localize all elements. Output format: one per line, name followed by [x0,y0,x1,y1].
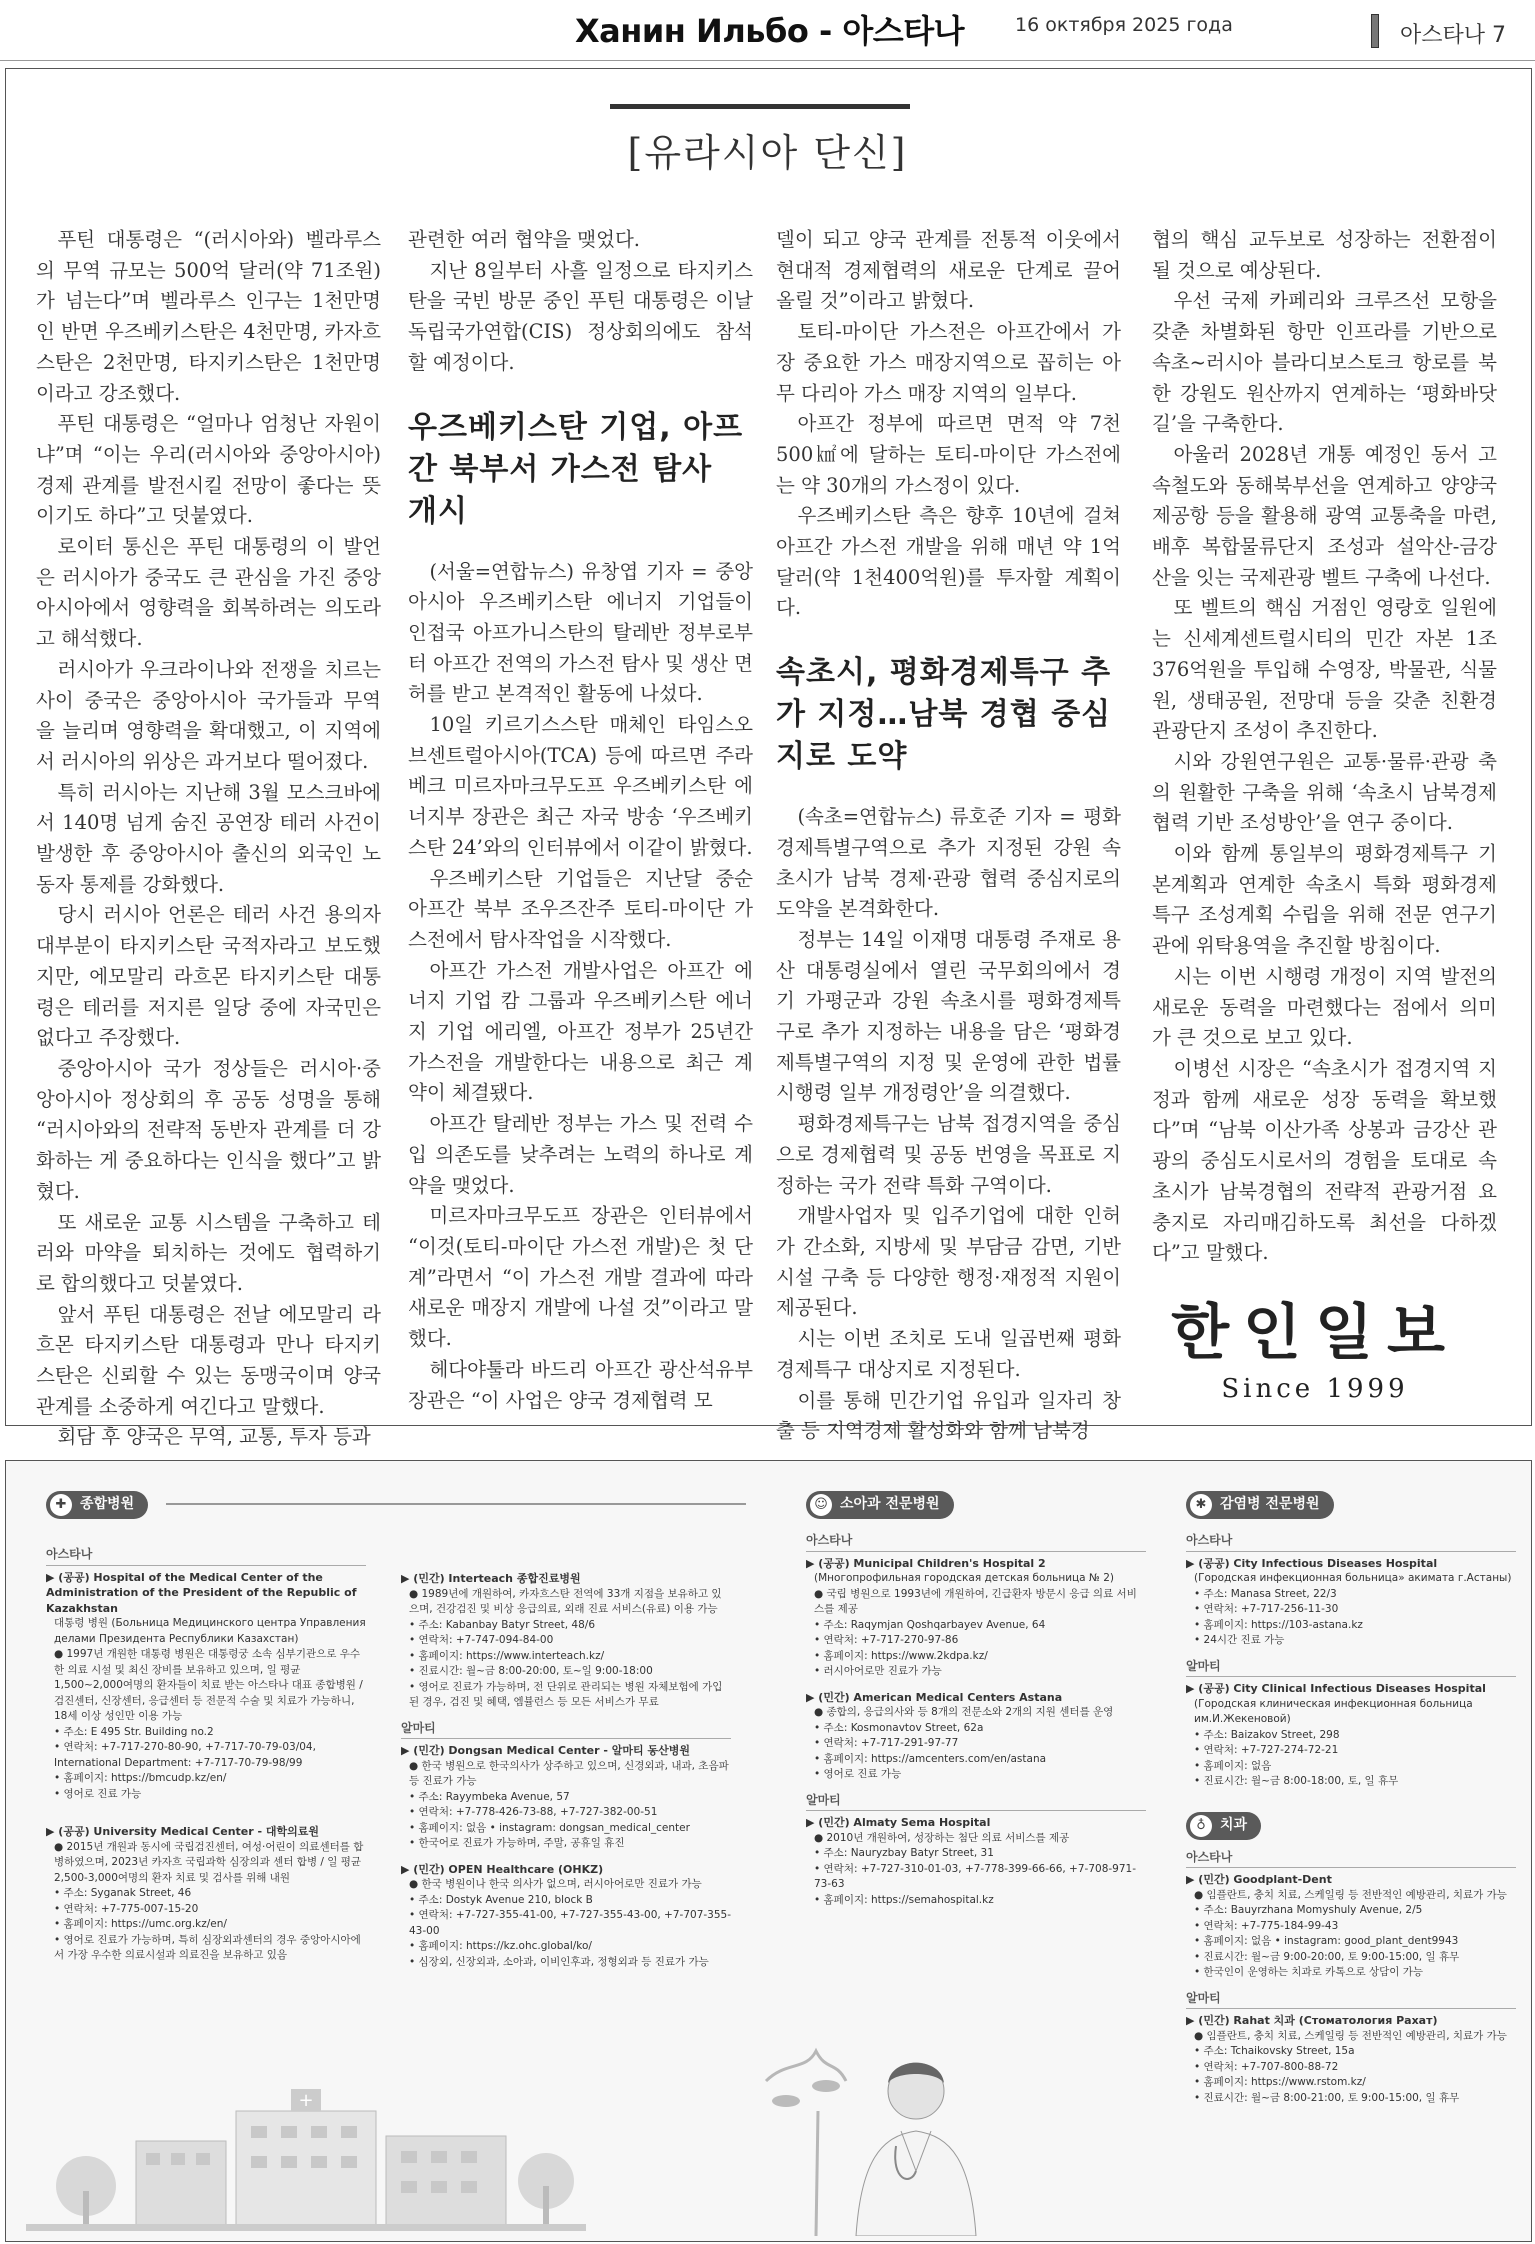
paragraph: 이를 통해 민간기업 유입과 일자리 창출 등 지역경제 활성화와 함께 남북경 [776,1388,1121,1443]
paragraph: 우즈베키스탄 기업들은 지난달 중순 아프간 북부 조우즈잔주 토티-마이단 가스전에서 탐사작업을 시작했다. [408,866,753,951]
virus-icon: ✱ [1190,1494,1212,1516]
svg-text:+: + [298,2090,314,2111]
paragraph: 러시아가 우크라이나와 전쟁을 치르는 사이 중국은 중앙아시아 국가들과 무역을 늘리며 영향력을 확대했고, 이 지역에서 러시아의 위상은 과거보다 떨어졌다. [36,657,381,773]
paragraph: 푸틴 대통령은 “(러시아와) 벨라루스의 무역 규모는 500억 달러(약 71조원)가 넘는다”며 벨라루스 인구는 1천만명인 반면 우즈베키스탄은 4천만명, 카자흐스탄은 2천만명, 타지키스탄은 1천만명이라고 강조했다. [36,228,381,405]
header-divider [0,60,1535,61]
city-heading: 알마티 [1186,1991,1516,2010]
child-icon: ☺ [810,1494,832,1516]
article-column-2 [408,225,753,1416]
divider-line [166,1503,746,1505]
city-heading: 알마티 [401,1721,731,1740]
city-heading: 아스타나 [46,1547,366,1566]
pediatric-hospital-label: ☺ 소아과 전문병원 [806,1491,954,1519]
paragraph: (서울=연합뉴스) 유창엽 기자 = 중앙아시아 우즈베키스탄 에너지 기업들이 인접국 아프가니스탄의 탈레반 정부로부터 아프간 전역의 가스전 탐사 및 생산 면허를 받고 본격적인 활동에 나섰다. [408,559,753,706]
paragraph: 개발사업자 및 입주기업에 대한 인허가 간소화, 지방세 및 부담금 감면, 기반 시설 구축 등 다양한 행정·재정적 지원이 제공된다. [776,1204,1121,1320]
city-heading: 알마티 [1186,1659,1516,1678]
paragraph: 로이터 통신은 푸틴 대통령의 이 발언은 러시아가 중국도 큰 관심을 가진 중앙아시아에서 영향력을 회복하려는 의도라고 해석했다. [36,535,381,651]
article-column-3 [776,225,1121,1447]
hospital-entry: ▶ (민간) Almaty Sema Hospital ● 2010년 개원하여, 성장하는 첨단 의료 서비스를 제공 • 주소: Nauryzbay Batyr Street, 31 • 연락처: +7-727-310-01-03, +7-778-399-66-66, +7-708-971-73-63 • 홈페이지: https://semahospital.kz [806,1816,1136,1906]
infectious-hospital-label: ✱ 감염병 전문병원 [1186,1491,1334,1519]
paragraph: 협의 핵심 교두보로 성장하는 전환점이 될 것으로 예상된다. [1152,228,1497,282]
infectious-dental-col [1186,1491,1516,2116]
paragraph: 특히 러시아는 지난해 3월 모스크바에서 140명 넘게 숨진 공연장 테러 사건이 발생한 후 중앙아시아 출신의 외국인 노동자 통제를 강화했다. [36,780,381,896]
paragraph: 아프간 탈레반 정부는 가스 및 전력 수입 의존도를 낮추려는 노력의 하나로 계약을 맺었다. [408,1112,753,1197]
hospital-buildings-illustration [26,2081,586,2231]
newspaper-logo [1170,1298,1460,1418]
paragraph: 정부는 14일 이재명 대통령 주재로 용산 대통령실에서 열린 국무회의에서 경기 가평군과 강원 속초시를 평화경제특구로 추가 지정하는 내용을 담은 ‘평화경제특별구역의 지정 및 운영에 관한 법률 시행령 일부 개정령안’을 의결했다. [776,927,1121,1105]
article-column-4 [1152,225,1497,1269]
issue-date: 16 октября 2025 года [1015,14,1233,36]
paragraph: 10일 키르기스스탄 매체인 타임스오브센트럴아시아(TCA) 등에 따르면 주라베크 미르자마크무도프 우즈베키스탄 에너지부 장관은 최근 자국 방송 ‘우즈베키스탄 24’와의 인터뷰에서 이같이 밝혔다. [408,713,753,859]
pediatric-hospitals-col [806,1491,1146,1918]
paragraph: 앞서 푸틴 대통령은 전날 에모말리 라흐몬 타지키스탄 대통령과 만나 타지키스탄은 신뢰할 수 있는 동맹국이며 양국 관계를 소중하게 여긴다고 말했다. [36,1302,381,1418]
paragraph: 시와 강원연구원은 교통·물류·관광 축의 원활한 구축을 위해 ‘속초시 남북경제협력 기반 조성방안’을 연구 중이다. [1152,749,1497,835]
paragraph: 당시 러시아 언론은 테러 사건 용의자 대부분이 타지키스탄 국적자라고 보도했지만, 에모말리 라흐몬 타지키스탄 대통령은 테러를 저지른 일당 중에 자국민은 없다고 주장했다. [36,903,381,1050]
article-column-1 [36,225,381,1453]
paragraph: 푸틴 대통령은 “얼마나 엄청난 자원이냐”며 “이는 우리(러시아와 중앙아시아) 경제 관계를 발전시킬 전망이 좋다는 뜻이기도 하다”고 덧붙였다. [36,412,381,528]
hospital-icon: ✚ [50,1494,72,1516]
paragraph: 토티-마이단 가스전은 아프간에서 가장 중요한 가스 매장지역으로 꼽히는 아무 다리아 가스 매장 지역의 일부다. [776,320,1121,405]
headline-uzbek-gas: 우즈베키스탄 기업, 아프간 북부서 가스전 탐사 개시 [408,409,744,529]
city-heading: 아스타나 [806,1533,1146,1552]
masthead [0,0,1535,66]
headline-sokcho: 속초시, 평화경제특구 추가 지정…남북 경협 중심지로 도약 [776,655,1112,775]
paragraph: 또 벨트의 핵심 거점인 영랑호 일원에는 신세계센트럴시티의 민간 자본 1조 376억원을 투입해 수영장, 박물관, 식물원, 생태공원, 전망대 등을 갖춘 친환경 관광단지 조성이 추진한다. [1152,596,1497,743]
dental-label: ♁ 치과 [1186,1812,1261,1840]
city-heading: 아스타나 [1186,1533,1516,1552]
paragraph: 미르자마크무도프 장관은 인터뷰에서 “이것(토티-마이단 가스전 개발)은 첫 단계”라면서 “이 가스전 개발 결과에 따라 새로운 매장지 개발에 나설 것”이라고 말했다. [408,1204,753,1351]
general-hospitals-col-2 [401,1571,731,1980]
hospital-entry: ▶ (민간) Interteach 종합진료병원 ● 1989년에 개원하여, 카자흐스탄 전역에 33개 지점을 보유하고 있으며, 건강검진 및 비상 응급의료, 외래 진료 서비스(유료) 이용 가능 • 주소: Kabanbay Batyr Street, 48/6 • 연락처: +7-747-094-84-00 • 홈페이지: https://www.interteach.kz/ • 진료시간: 월~금 8:00-20:00, 토~일 9:00-18:00 • 영어로 진료가 가능하며, 전 단위로 관리되는 병원 자체보험에 가입된 경우, 검진 및 혜택, 엠뷸런스 등 모든 서비스가 무료 [401,1572,723,1708]
paragraph: 델이 되고 양국 관계를 전통적 이웃에서 현대적 경제협력의 새로운 단계로 끌어올릴 것”이라고 밝혔다. [776,228,1121,313]
hospital-directory-ad [5,1460,1532,2242]
general-hospitals-col-1 [46,1491,366,1974]
general-hospital-label: ✚ 종합병원 [46,1491,148,1519]
paragraph: 지난 8일부터 사흘 일정으로 타지키스탄을 국빈 방문 중인 푸틴 대통령은 이날 독립국가연합(CIS) 정상회의에도 참석할 예정이다. [408,258,753,374]
paragraph: 아프간 가스전 개발사업은 아프간 에너지 기업 캄 그룹과 우즈베키스탄 에너지 기업 에리엘, 아프간 정부가 25년간 가스전을 개발한다는 내용으로 최근 계약이 체결됐다. [408,958,753,1105]
paragraph: 시는 이번 조치로 도내 일곱번째 평화경제특구 대상지로 지정된다. [776,1327,1121,1381]
logo-since: Since 1999 [1221,1374,1409,1404]
paragraph: (속초=연합뉴스) 류호준 기자 = 평화경제특별구역으로 추가 지정된 강원 속초시가 남북 경제·관광 협력 중심지로의 도약을 본격화한다. [776,805,1121,921]
hospital-entry: ▶ (민간) Dongsan Medical Center - 알마티 동산병원 ● 한국 병원으로 한국의사가 상주하고 있으며, 신경외과, 내과, 초음파 등 진료가 가능 • 주소: Rayymbeka Avenue, 57 • 연락처: +7-778-426-73-88, +7-727-382-00-51 • 홈페이지: 없음 • instagram: dongsan_medical_center • 한국어로 진료가 가능하며, 주말, 공휴일 휴진 [401,1744,729,1849]
newspaper-title: Ханин Ильбо - 아스타나 [575,12,965,50]
section-rule [610,104,910,109]
paragraph: 평화경제특구는 남북 접경지역을 중심으로 경제협력 및 공동 번영을 목표로 지정하는 국가 전략 특화 구역이다. [776,1112,1121,1197]
paragraph: 우선 국제 카페리와 크루즈선 모항을 갖춘 차별화된 항만 인프라를 기반으로 속초~러시아 블라디보스토크 항로를 북한 강원도 원산까지 연계하는 ‘평화바닷길’을 구축한다. [1152,289,1497,436]
paragraph: 중앙아시아 국가 정상들은 러시아·중앙아시아 정상회의 후 공동 성명을 통해 “러시아와의 전략적 동반자 관계를 더 강화하는 게 중요하다는 인식을 했다”고 밝혔다. [36,1056,381,1203]
clinic-entry: ▶ (민간) Rahat 치과 (Стоматология Рахат) ● 임플란트, 충치 치료, 스케일링 등 전반적인 예방관리, 치료가 가능 • 주소: Tchaikovsky Street, 15a • 연락처: +7-707-800-88-72 • 홈페이지: https://www.rstom.kz/ • 진료시간: 월~금 8:00-21:00, 토 9:00-15:00, 일 휴무 [1186,2014,1507,2104]
hospital-entry: ▶ (민간) OPEN Healthcare (OHKZ) ● 한국 병원이나 한국 의사가 없으며, 러시아어로만 진료가 가능 • 주소: Dostyk Avenue 210, block B • 연락처: +7-727-355-41-00, +7-727-355-43-00, +7-707-355-43-00 • 홈페이지: https://kz.ohc.global/ko/ • 심장외, 신장외과, 소아과, 이비인후과, 정형외과 등 진료가 가능 [401,1862,731,1968]
clinic-entry: ▶ (민간) Goodplant-Dent ● 임플란트, 충치 치료, 스케일링 등 전반적인 예방관리, 치료가 가능 • 주소: Bauyrzhana Momyshuly Avenue, 2/5 • 연락처: +7-775-184-99-43 • 홈페이지: 없음 • instagram: good_plant_dent9943 • 진료시간: 월~금 9:00-20:00, 토 9:00-15:00, 일 휴무 • 한국인이 운영하는 치과로 카톡으로 상담이 가능 [1186,1873,1507,1978]
tooth-icon: ♁ [1190,1815,1212,1837]
hospital-entry: ▶ (공공) City Infectious Diseases Hospital (Городская инфекционная больница» акимата г.Астаны) • 주소: Manasa Street, 22/3 • 연락처: +7-717-256-11-30 • 홈페이지: https://103-astana.kz • 24시간 진료 가능 [1186,1556,1512,1646]
page-section-number: 아스타나 7 [1400,23,1506,48]
paragraph: 이와 함께 통일부의 평화경제특구 기본계획과 연계한 속초시 특화 평화경제특구 조성계획 수립을 위해 전문 연구기관에 위탁용역을 추진할 방침이다. [1152,842,1497,958]
hospital-entry: ▶ (공공) Municipal Children's Hospital 2 (Многопрофильная городская детская больница № 2) ● 국립 병원으로 1993년에 개원하여, 긴급환자 방문시 응급 의료 서비스를 제공 • 주소: Raqymjan Qoshqarbayev Avenue, 64 • 연락처: +7-717-270-97-86 • 홈페이지: https://www.2kdpa.kz/ • 러시아어로만 진료가 가능 [806,1556,1137,1677]
paragraph: 아프간 정부에 따르면 면적 약 7천500㎢에 달하는 토티-마이단 가스전에는 약 30개의 가스정이 있다. [776,412,1121,497]
paragraph: 이병선 시장은 “속초시가 접경지역 지정과 함께 새로운 성장 동력을 확보했다”며 “남북 이산가족 상봉과 금강산 관광의 중심도시로서의 경험을 토대로 속초시가 남북경협의 전략적 관광거점 요충지로 자리매김하도록 최선을 다하겠다”고 말했다. [1152,1056,1497,1265]
paragraph: 관련한 여러 협약을 맺었다. [408,228,641,251]
city-heading: 아스타나 [1186,1850,1516,1869]
hospital-entry: ▶ (민간) American Medical Centers Astana ● 종합의, 응급의사와 등 8개의 전문소와 2개의 지원 센터를 운영 • 주소: Kosmonavtov Street, 62a • 연락처: +7-717-291-97-77 • 홈페이지: https://amcenters.com/en/astana • 영어로 진료 가능 [806,1690,1114,1780]
paragraph: 우즈베키스탄 측은 향후 10년에 걸쳐 아프간 가스전 개발을 위해 매년 약 1억달러(약 1천400억원)를 투자할 계획이다. [776,504,1121,620]
paragraph: 시는 이번 시행령 개정이 지역 발전의 새로운 동력을 마련했다는 점에서 의미가 큰 것으로 보고 있다. [1152,964,1497,1050]
paragraph: 헤다야툴라 바드리 아프간 광산석유부 장관은 “이 사업은 양국 경제협력 모 [408,1357,753,1412]
paragraph: 회담 후 양국은 무역, 교통, 투자 등과 [57,1425,371,1449]
section-bar-icon [1371,14,1379,48]
city-heading: 알마티 [806,1793,1146,1812]
logo-text: 한인일보 [1171,1298,1459,1368]
doctor-illustration [746,2021,1086,2236]
hospital-entry: ▶ (공공) Hospital of the Medical Center of the Administration of the President of the Republic of Kazakhstan 대통령 병원 (Больница Медицинского центра Управления делами Президента Республики Казахстан) ● 1997년 개원한 대통령 병원은 대통령궁 소속 심부기관으로 우수한 의료 시설 및 최신 장비를 보유하고 있으며, 일 평균 1,500~2,000여명의 환자들이 치료 받는 아스타나 대표 종합병원 / 검진센터, 신장센터, 응급센터 등 전문적 수술 및 치료가 가능하니, 18세 이상 성인만 이용 가능 • 주소: E 495 Str. Building no.2 • 연락처: +7-717-270-80-90, +7-717-70-79-03/04, International Department: +7-717-70-79-98/99 • 홈페이지: https://bmcudp.kz/en/ • 영어로 진료 가능 [46,1570,366,1800]
section-title: [유라시아 단신] [627,131,908,175]
hospital-entry: ▶ (공공) City Clinical Infectious Diseases Hospital (Городская клиническая инфекционная больница им.И.Жекеновой) • 주소: Baizakov Street, 298 • 연락처: +7-727-274-72-21 • 홈페이지: 없음 • 진료시간: 월~금 8:00-18:00, 토, 일 휴무 [1186,1682,1486,1787]
paragraph: 아울러 2028년 개통 예정인 동서 고속철도와 동해북부선을 연계하고 양양국제공항 등을 활용해 광역 교통축을 마련, 배후 복합물류단지 조성과 설악산-금강산을 잇는 국제관광 벨트 구축에 나선다. [1152,442,1497,589]
paragraph: 또 새로운 교통 시스템을 구축하고 테러와 마약을 퇴치하는 것에도 협력하기로 합의했다고 덧붙였다. [36,1210,381,1295]
hospital-entry: ▶ (공공) University Medical Center - 대학의료원 ● 2015년 개원과 동시에 국립검진센터, 여성·어린이 의료센터를 합병하였으며, 2023년 카자흐 국립과학 심장의과 센터 합병 / 일 평균 2,500-3,000여명의 환자 치료 및 검사를 위해 내원 • 주소: Syganak Street, 46 • 연락처: +7-775-007-15-20 • 홈페이지: https://umc.org.kz/en/ • 영어로 진료가 가능하며, 특히 심장외과센터의 경우 중앙아시아에서 가장 우수한 의료시설과 의료진을 보유하고 있음 [46,1825,364,1961]
